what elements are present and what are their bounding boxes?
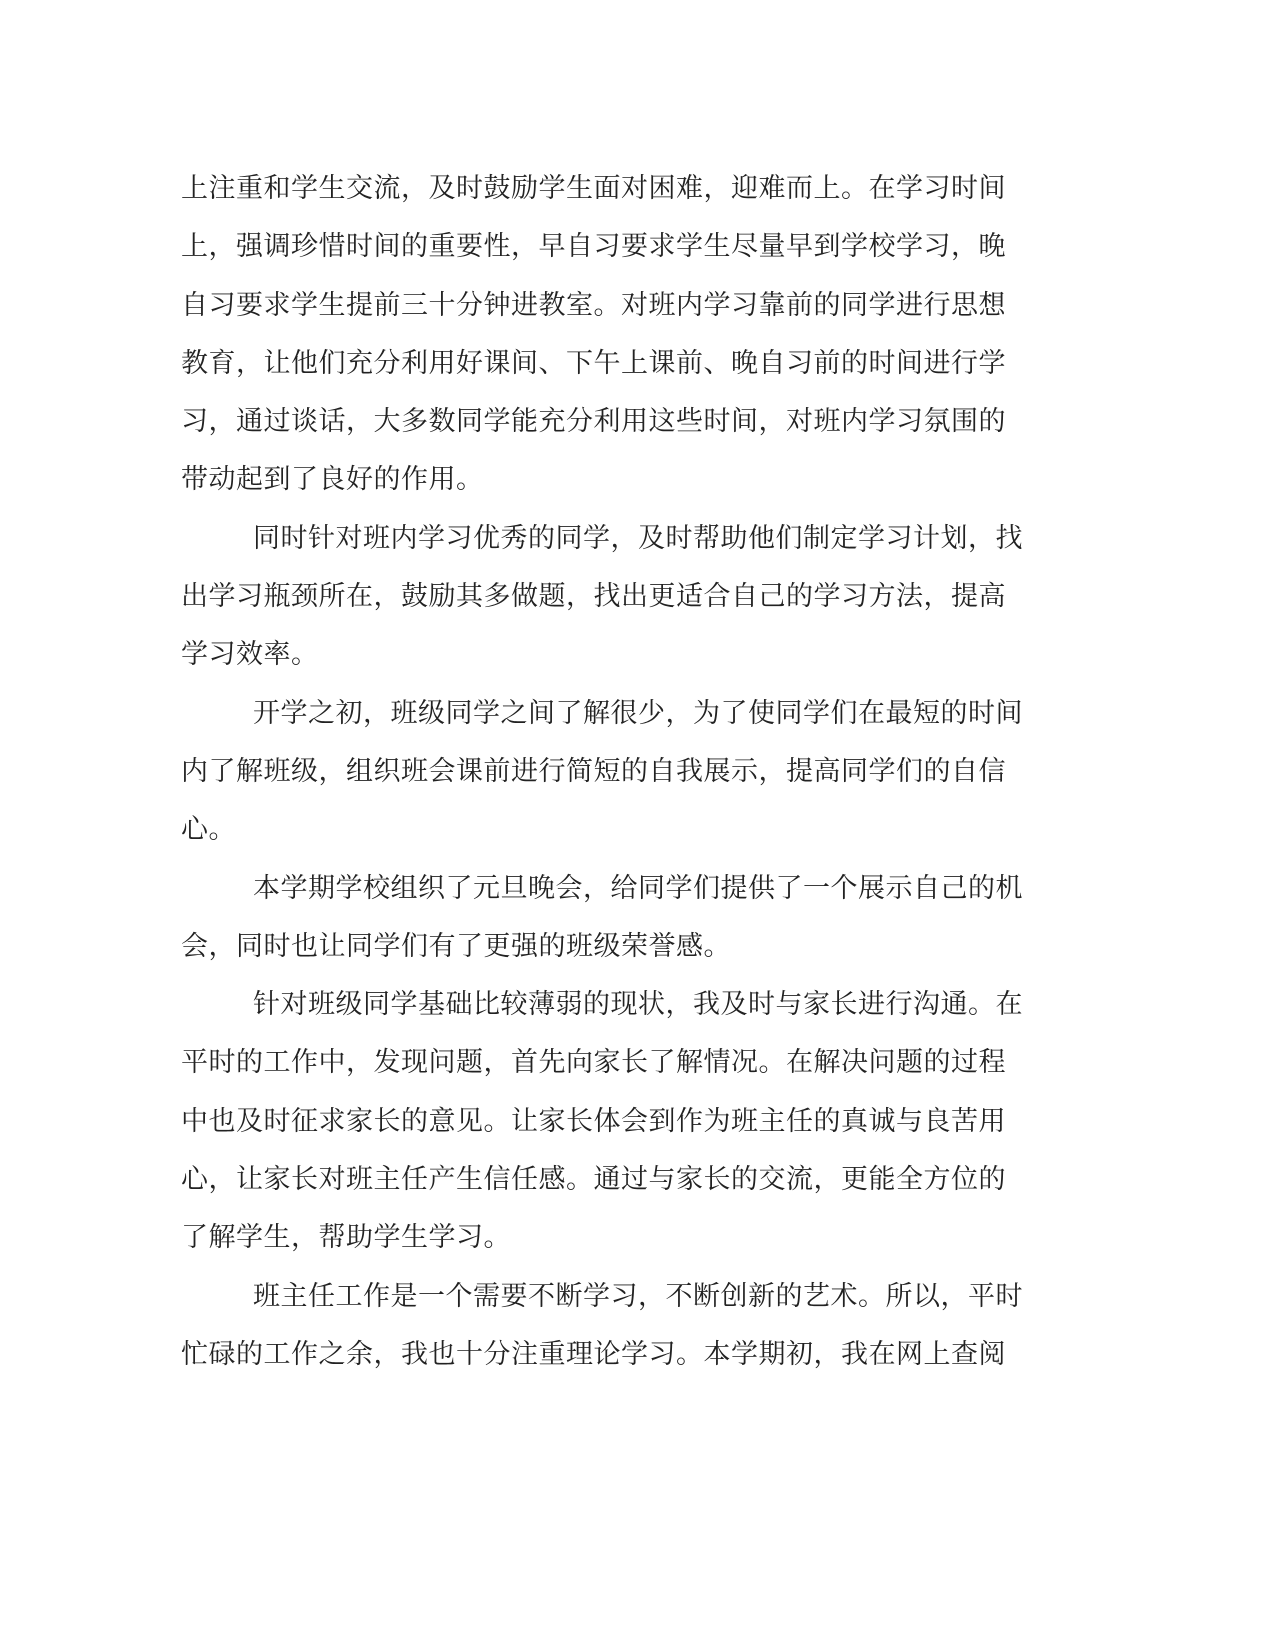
paragraph-first-line: 本学期学校组织了元旦晚会，给同学们提供了一个展示自己的机 xyxy=(253,872,1023,904)
text-line: 中也及时征求家长的意见。让家长体会到作为班主任的真诚与良苦用 xyxy=(181,1105,1006,1137)
text-line: 了解学生，帮助学生学习。 xyxy=(181,1222,511,1254)
paragraph-first-line: 同时针对班内学习优秀的同学，及时帮助他们制定学习计划，找 xyxy=(253,522,1023,554)
text-line: 平时的工作中，发现问题，首先向家长了解情况。在解决问题的过程 xyxy=(181,1047,1006,1079)
text-line: 自习要求学生提前三十分钟进教室。对班内学习靠前的同学进行思想 xyxy=(181,289,1006,321)
paragraph-first-line: 班主任工作是一个需要不断学习，不断创新的艺术。所以，平时 xyxy=(253,1280,1023,1312)
text-line: 上注重和学生交流，及时鼓励学生面对困难，迎难而上。在学习时间 xyxy=(181,173,1006,204)
paragraph-first-line: 针对班级同学基础比较薄弱的现状，我及时与家长进行沟通。在 xyxy=(253,989,1023,1021)
document-body xyxy=(181,160,1041,1384)
text-line: 学习效率。 xyxy=(181,639,319,671)
text-line: 上，强调珍惜时间的重要性，早自习要求学生尽量早到学校学习，晚 xyxy=(181,231,1006,263)
paragraph-first-line: 开学之初，班级同学之间了解很少，为了使同学们在最短的时间 xyxy=(253,697,1023,729)
text-line: 心，让家长对班主任产生信任感。通过与家长的交流，更能全方位的 xyxy=(181,1164,1006,1196)
text-line: 忙碌的工作之余，我也十分注重理论学习。本学期初，我在网上查阅 xyxy=(181,1338,1006,1370)
text-line: 心。 xyxy=(181,814,236,846)
text-line: 会，同时也让同学们有了更强的班级荣誉感。 xyxy=(181,930,731,962)
text-line: 内了解班级，组织班会课前进行简短的自我展示，提高同学们的自信 xyxy=(181,755,1006,787)
text-line: 教育，让他们充分利用好课间、下午上课前、晚自习前的时间进行学 xyxy=(181,347,1006,379)
text-line: 习，通过谈话，大多数同学能充分利用这些时间，对班内学习氛围的 xyxy=(181,406,1006,438)
text-line: 带动起到了良好的作用。 xyxy=(181,464,484,496)
text-line: 出学习瓶颈所在，鼓励其多做题，找出更适合自己的学习方法，提高 xyxy=(181,581,1006,613)
